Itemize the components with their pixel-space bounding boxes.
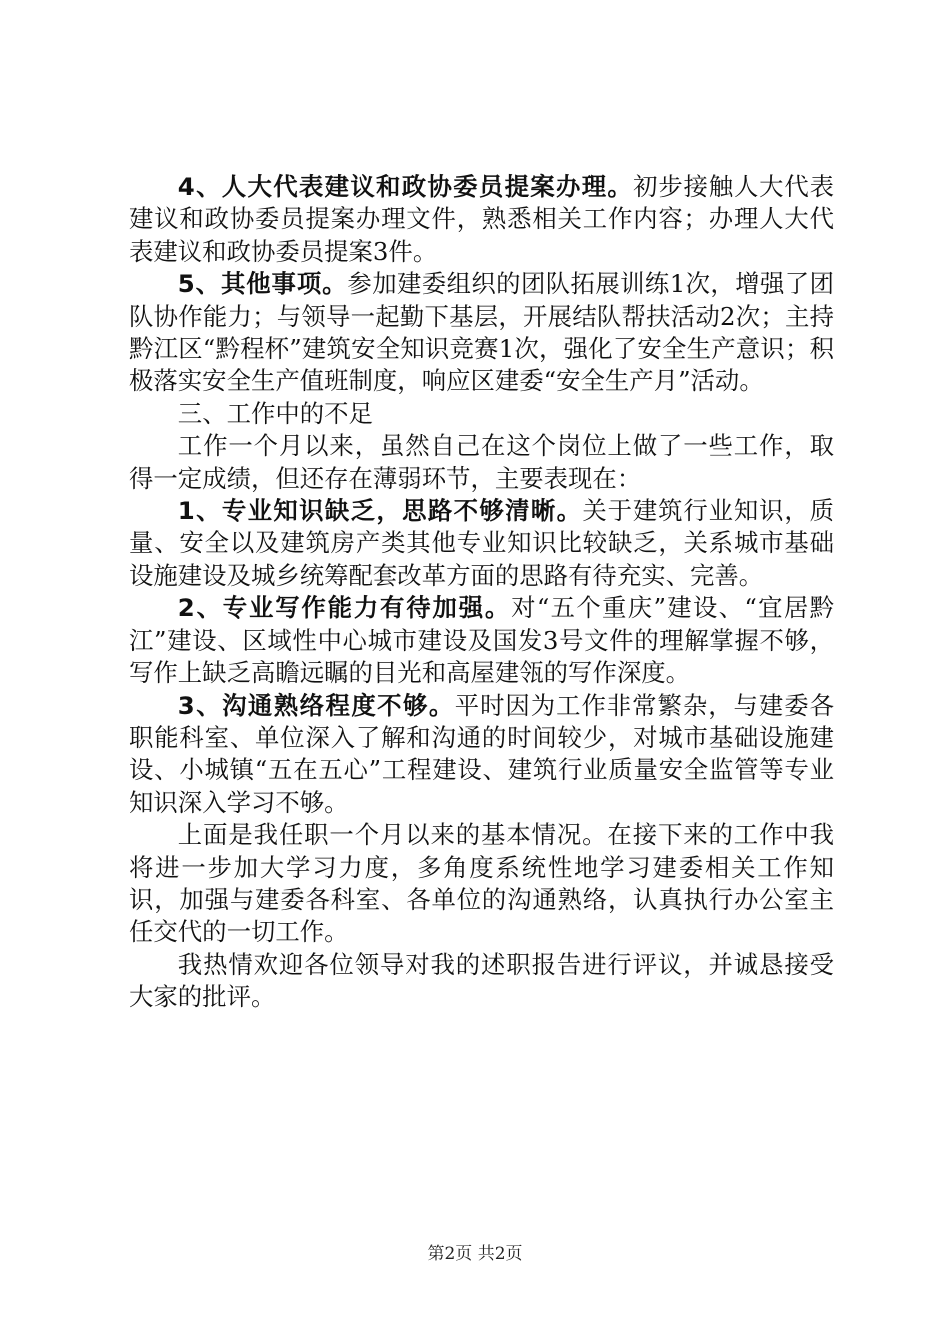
paragraph-text: 初步接触人大代表建议和政协委员提案办理文件，熟悉相关工作内容；办理人大代表建议和政协委员提案3件。 (129, 172, 834, 266)
paragraph-text: 对“五个重庆”建设、“宜居黔江”建设、区域性中心城市建设及国发3号文件的理解掌握不够，写作上缺乏高瞻远瞩的目光和高屋建瓴的写作深度。 (129, 593, 834, 688)
paragraph-lead: 2、专业写作能力有待加强。 (177, 593, 512, 623)
section-intro: 工作一个月以来，虽然自己在这个岗位上做了一些工作，取得一定成绩，但还存在薄弱环节，主要表现在： (129, 431, 834, 493)
paragraph-text: 平时因为工作非常繁杂，与建委各职能科室、单位深入了解和沟通的时间较少，对城市基础设施建设、小城镇“五在五心”工程建设、建筑行业质量安全监管等专业知识深入学习不够。 (129, 690, 834, 817)
paragraph-lead: 1、专业知识缺乏，思路不够清晰。 (177, 496, 583, 526)
shortcoming-writing (129, 592, 834, 689)
paragraph-lead: 4、人大代表建议和政协委员提案办理。 (177, 172, 634, 201)
section-heading: 三、工作中的不足 (177, 398, 373, 428)
document-body (129, 171, 834, 1014)
paragraph-text: 关于建筑行业知识，质量、安全以及建筑房产类其他专业知识比较缺乏，关系城市基础设施建设及城乡统筹配套改革方面的思路有待充实、完善。 (129, 496, 834, 590)
closing-remark: 我热情欢迎各位领导对我的述职报告进行评议，并诚恳接受大家的批评。 (129, 949, 834, 1012)
shortcoming-communication (129, 690, 834, 820)
page-number-footer: 第2页 共2页 (427, 1244, 523, 1264)
shortcoming-knowledge (129, 495, 834, 592)
paragraph-text: 参加建委组织的团队拓展训练1次，增强了团队协作能力；与领导一起勤下基层，开展结队帮扶活动2次；主持黔江区“黔程杯”建筑安全知识竞赛1次，强化了安全生产意识；积极落实安全生产值班制度，响应区建委“安全生产月”活动。 (129, 269, 834, 396)
closing-paragraph: 上面是我任职一个月以来的基本情况。在接下来的工作中我将进一步加大学习力度，多角度系统性地学习建委相关工作知识，加强与建委各科室、各单位的沟通熟络，认真执行办公室主任交代的一切工作。 (129, 820, 834, 947)
paragraph-lead: 5、其他事项。 (177, 269, 348, 299)
paragraph-other-items (129, 268, 834, 398)
paragraph-proposals (129, 171, 834, 268)
paragraph-lead: 3、沟通熟络程度不够。 (177, 690, 455, 720)
